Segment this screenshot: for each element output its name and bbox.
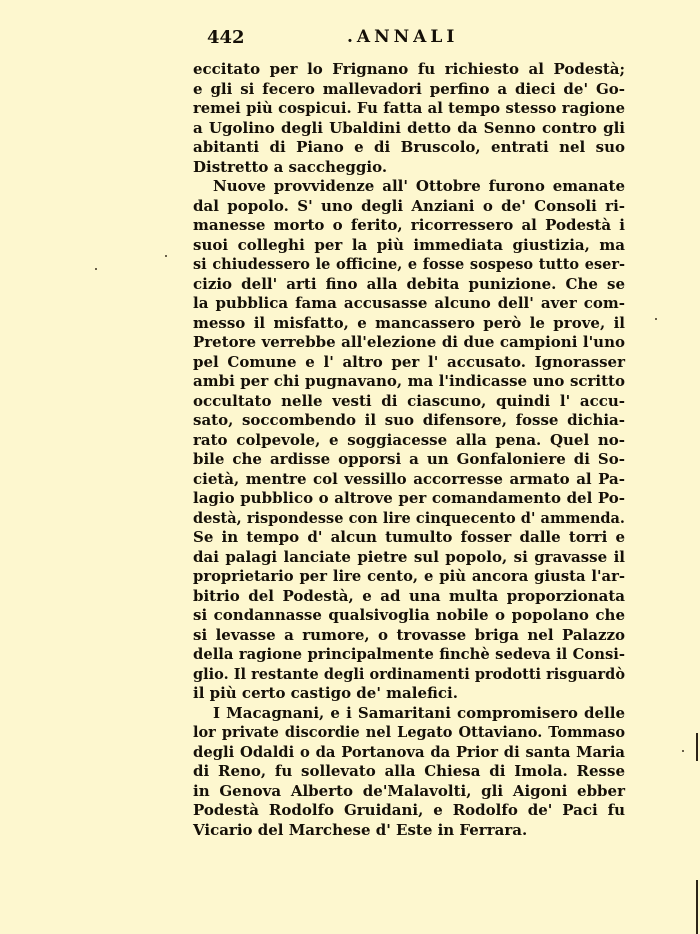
text-line: sato, soccombendo il suo difensore, fosse dichia-	[193, 411, 625, 429]
text-line: lor private discordie nel Legato Ottaviano. Tommaso	[193, 724, 625, 741]
text-line: Distretto a saccheggio.	[193, 157, 388, 176]
text-line: occultato nelle vesti di ciascuno, quindi l' accu-	[193, 391, 625, 410]
text-line: cietà, mentre col vessillo accorresse armato al Pa-	[193, 469, 625, 488]
scan-speck	[165, 255, 167, 257]
scan-speck	[682, 750, 684, 752]
text-line: Pretore verrebbe all'elezione di due campioni l'uno	[193, 333, 625, 351]
text-line: Vicario del Marchese d' Este in Ferrara.	[193, 820, 528, 839]
text-line: e gli si fecero mallevadori perfino a dieci de' Go-	[193, 79, 625, 98]
text-line: Nuove provvidenze all' Ottobre furono emanate	[213, 177, 625, 195]
text-line: si chiudessero le officine, e fosse sospeso tutto eser-	[193, 256, 625, 273]
text-line: dai palagi lanciate pietre sul popolo, si gravasse il	[193, 547, 625, 566]
text-line: destà, rispondesse con lire cinquecento d' ammenda.	[193, 509, 625, 527]
text-line: degli Odaldi o da Portanova da Prior di santa Maria	[193, 743, 625, 761]
text-line: la pubblica fama accusasse alcuno dell' aver com-	[193, 294, 625, 312]
scan-speck	[95, 268, 97, 270]
running-title: .ANNALI	[347, 27, 459, 47]
text-line: cizio dell' arti fino alla debita punizione. Che se	[193, 274, 625, 293]
page-header	[207, 22, 507, 52]
text-line: remei più cospicui. Fu fatta al tempo stesso ragione	[193, 100, 625, 117]
text-line: proprietario per lire cento, e più ancora giusta l'ar-	[193, 568, 625, 585]
text-line: eccitato per lo Frignano fu richiesto al Podestà;	[193, 60, 625, 78]
text-line: pel Comune e l' altro per l' accusato. Ignorasser	[193, 352, 625, 371]
text-line: dal popolo. S' uno degli Anziani o de' Consoli ri-	[193, 196, 625, 215]
text-line: ambi per chi pugnavano, ma l'indicasse uno scritto	[193, 372, 625, 390]
scan-speck	[655, 318, 657, 320]
text-line: bile che ardisse opporsi a un Gonfaloniere di So-	[193, 450, 625, 468]
text-line: lagio pubblico o altrove per comandamento del Po-	[193, 489, 625, 507]
text-line: in Genova Alberto de'Malavolti, gli Aigoni ebber	[193, 781, 625, 800]
text-line: rato colpevole, e soggiacesse alla pena. Quel no-	[193, 430, 625, 449]
scan-edge-mark	[696, 880, 698, 934]
text-line: a Ugolino degli Ubaldini detto da Senno contro gli	[193, 118, 625, 137]
text-line: il più certo castigo de' malefici.	[193, 684, 458, 702]
text-line: Se in tempo d' alcun tumulto fosser dalle torri e	[193, 528, 625, 546]
text-line: abitanti di Piano e di Bruscolo, entrati nel suo	[193, 138, 625, 156]
text-line: suoi colleghi per la più immediata giustizia, ma	[193, 235, 625, 254]
text-line: della ragione principalmente finchè sedeva il Consi-	[193, 646, 625, 663]
body-text	[193, 60, 625, 840]
text-line: glio. Il restante degli ordinamenti prodotti risguardò	[193, 665, 625, 683]
text-line: manesse morto o ferito, ricorressero al Podestà i	[193, 216, 625, 234]
text-line: I Macagnani, e i Samaritani compromisero delle	[213, 703, 625, 722]
text-line: si condannasse qualsivoglia nobile o popolano che	[193, 606, 625, 624]
text-line: si levasse a rumore, o trovasse briga nel Palazzo	[193, 625, 625, 644]
text-line: messo il misfatto, e mancassero però le prove, il	[193, 313, 625, 332]
page-number: 442	[207, 27, 245, 48]
scan-edge-mark	[696, 733, 698, 761]
text-line: bitrio del Podestà, e ad una multa proporzionata	[193, 586, 625, 605]
text-line: di Reno, fu sollevato alla Chiesa di Imola. Resse	[193, 762, 625, 780]
text-line: Podestà Rodolfo Gruidani, e Rodolfo de' Paci fu	[193, 801, 625, 819]
